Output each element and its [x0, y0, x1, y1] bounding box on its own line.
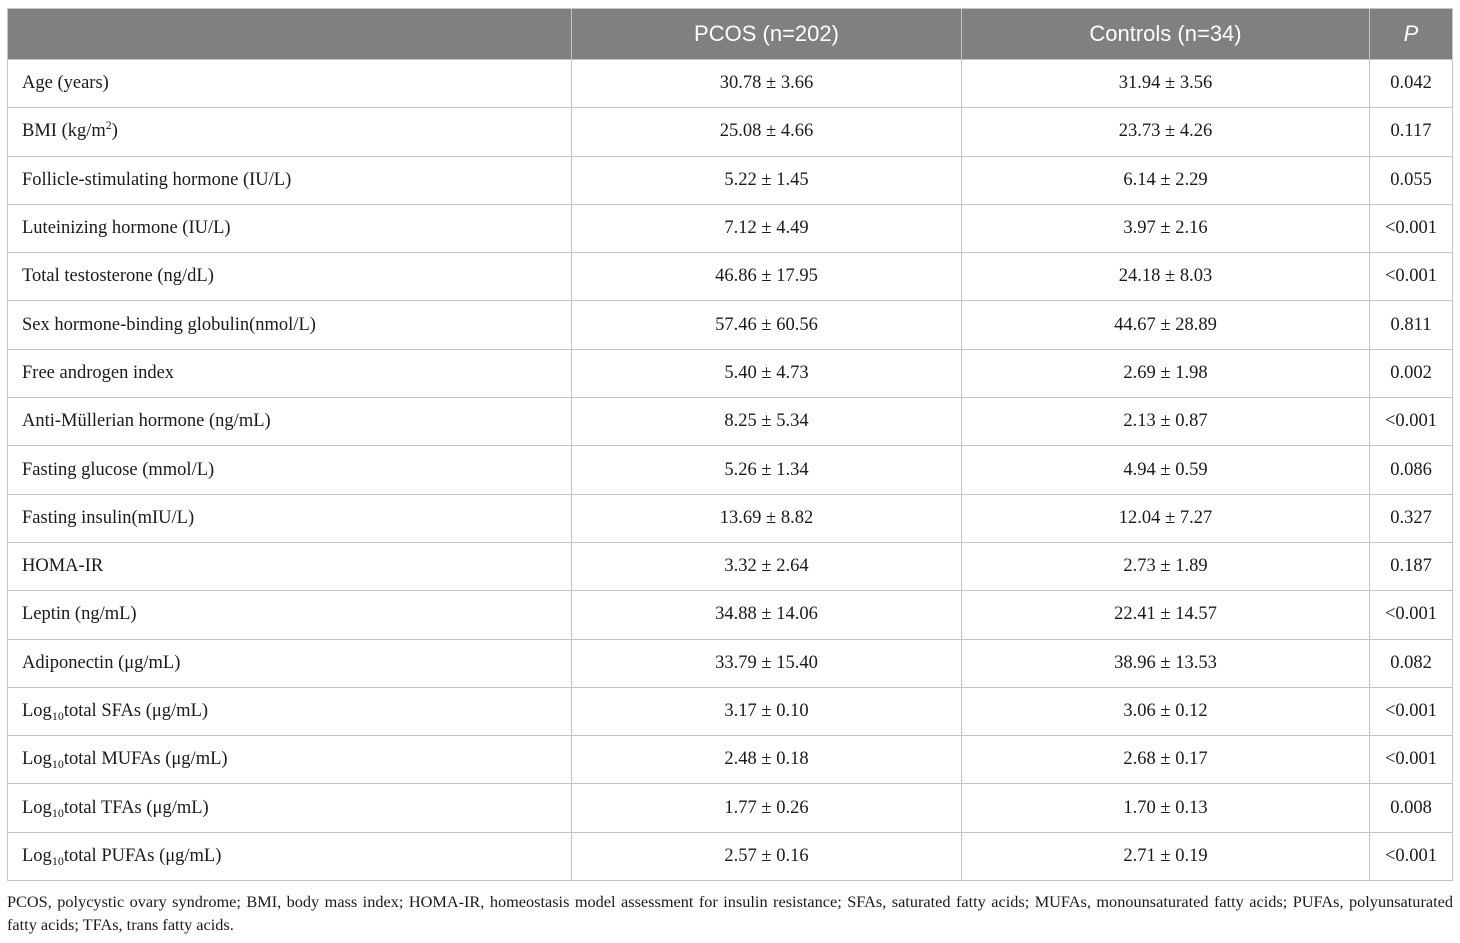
pcos-value: 3.32 ± 2.64: [572, 542, 962, 590]
row-label: [8, 108, 572, 156]
pcos-value: 2.48 ± 0.18: [572, 736, 962, 784]
row-label-text: Log: [22, 797, 52, 818]
row-label-text: Luteinizing hormone (IU/L): [22, 218, 231, 239]
row-label-suffix: total MUFAs (μg/mL): [63, 749, 228, 770]
row-label-text: Age (years): [22, 73, 109, 94]
controls-value: 44.67 ± 28.89: [962, 301, 1370, 349]
controls-value: 22.41 ± 14.57: [962, 591, 1370, 639]
p-value: 0.327: [1370, 494, 1453, 542]
row-label-text: Log: [22, 845, 52, 866]
data-table: [7, 8, 1453, 881]
controls-value: 3.06 ± 0.12: [962, 687, 1370, 735]
row-label: [8, 446, 572, 494]
header-p-value: P: [1370, 9, 1453, 60]
pcos-value: 7.12 ± 4.49: [572, 204, 962, 252]
controls-value: 12.04 ± 7.27: [962, 494, 1370, 542]
row-label-text: Adiponectin (μg/mL): [22, 652, 181, 673]
header-pcos: PCOS (n=202): [572, 9, 962, 60]
p-value: <0.001: [1370, 253, 1453, 301]
table-row: [8, 542, 1453, 590]
row-label: [8, 784, 572, 832]
row-label-text: Anti-Müllerian hormone (ng/mL): [22, 411, 271, 432]
controls-value: 24.18 ± 8.03: [962, 253, 1370, 301]
row-label: [8, 639, 572, 687]
row-label-text: Sex hormone-binding globulin(nmol/L): [22, 314, 316, 335]
row-label-text: Free androgen index: [22, 362, 175, 383]
p-value: <0.001: [1370, 591, 1453, 639]
row-label-text: Leptin (ng/mL): [22, 604, 137, 625]
table-row: [8, 784, 1453, 832]
pcos-value: 5.40 ± 4.73: [572, 349, 962, 397]
row-label-text: HOMA-IR: [22, 556, 104, 577]
pcos-value: 30.78 ± 3.66: [572, 60, 962, 108]
row-label-text: Follicle-stimulating hormone (IU/L): [22, 169, 292, 190]
pcos-value: 2.57 ± 0.16: [572, 832, 962, 880]
row-label: [8, 832, 572, 880]
p-value: <0.001: [1370, 398, 1453, 446]
table-row: [8, 301, 1453, 349]
row-label-subscript: 10: [51, 805, 64, 820]
row-label: [8, 156, 572, 204]
p-value: <0.001: [1370, 736, 1453, 784]
header-controls: Controls (n=34): [962, 9, 1370, 60]
controls-value: 2.13 ± 0.87: [962, 398, 1370, 446]
table-row: [8, 832, 1453, 880]
p-value: <0.001: [1370, 204, 1453, 252]
p-value: 0.042: [1370, 60, 1453, 108]
p-value: 0.117: [1370, 108, 1453, 156]
row-label-text: BMI (kg/m: [22, 121, 106, 142]
row-label: [8, 687, 572, 735]
controls-value: 1.70 ± 0.13: [962, 784, 1370, 832]
controls-value: 4.94 ± 0.59: [962, 446, 1370, 494]
row-label: [8, 591, 572, 639]
row-label-superscript: 2: [105, 118, 112, 133]
controls-value: 2.71 ± 0.19: [962, 832, 1370, 880]
table-row: [8, 108, 1453, 156]
row-label-text: Fasting insulin(mIU/L): [22, 507, 195, 528]
pcos-value: 57.46 ± 60.56: [572, 301, 962, 349]
controls-value: 23.73 ± 4.26: [962, 108, 1370, 156]
table-row: [8, 591, 1453, 639]
row-label-text: Log: [22, 701, 52, 721]
controls-value: 31.94 ± 3.56: [962, 60, 1370, 108]
pcos-value: 34.88 ± 14.06: [572, 591, 962, 639]
row-label: [8, 542, 572, 590]
header-row: [8, 9, 1453, 60]
row-label-subscript: 10: [51, 757, 64, 772]
controls-value: 2.73 ± 1.89: [962, 542, 1370, 590]
table-header: [8, 9, 1453, 60]
controls-value: 2.69 ± 1.98: [962, 349, 1370, 397]
controls-value: 3.97 ± 2.16: [962, 204, 1370, 252]
table-row: [8, 446, 1453, 494]
controls-value: 38.96 ± 13.53: [962, 639, 1370, 687]
table-row: [8, 494, 1453, 542]
table-row: [8, 736, 1453, 784]
controls-value: 2.68 ± 0.17: [962, 736, 1370, 784]
p-value: 0.055: [1370, 156, 1453, 204]
pcos-value: 13.69 ± 8.82: [572, 494, 962, 542]
row-label: [8, 494, 572, 542]
row-label: [8, 253, 572, 301]
table-row: [8, 60, 1453, 108]
row-label-suffix: total SFAs (μg/mL): [63, 701, 209, 721]
p-value: 0.187: [1370, 542, 1453, 590]
pcos-value: 46.86 ± 17.95: [572, 253, 962, 301]
row-label-suffix: ): [111, 121, 118, 142]
p-value: 0.002: [1370, 349, 1453, 397]
p-value: 0.811: [1370, 301, 1453, 349]
row-label-text: Fasting glucose (mmol/L): [22, 459, 215, 480]
header-variable: [8, 9, 572, 60]
pcos-value: 33.79 ± 15.40: [572, 639, 962, 687]
row-label-subscript: 10: [51, 709, 64, 723]
p-value: 0.008: [1370, 784, 1453, 832]
row-label-suffix: total PUFAs (μg/mL): [63, 845, 222, 866]
table-row: [8, 639, 1453, 687]
controls-value: 6.14 ± 2.29: [962, 156, 1370, 204]
table-row: [8, 204, 1453, 252]
pcos-value: 5.26 ± 1.34: [572, 446, 962, 494]
row-label-subscript: 10: [51, 853, 64, 868]
row-label: [8, 349, 572, 397]
row-label-suffix: total TFAs (μg/mL): [63, 797, 209, 818]
row-label-text: Log: [22, 749, 52, 770]
p-value: <0.001: [1370, 832, 1453, 880]
table-row: [8, 398, 1453, 446]
p-value: <0.001: [1370, 687, 1453, 735]
table-row: [8, 687, 1453, 735]
table-row: [8, 349, 1453, 397]
table-body: [8, 60, 1453, 881]
row-label: [8, 60, 572, 108]
p-value: 0.086: [1370, 446, 1453, 494]
p-value: 0.082: [1370, 639, 1453, 687]
row-label-text: Total testosterone (ng/dL): [22, 266, 214, 287]
pcos-value: 1.77 ± 0.26: [572, 784, 962, 832]
table-footnote: PCOS, polycystic ovary syndrome; BMI, body mass index; HOMA-IR, homeostasis model assessment for insulin resistance; SFAs, saturated fatty acids; MUFAs, monounsaturated fatty acids; PUFAs, polyunsaturated fatty acids; TFAs, trans fatty acids.: [7, 892, 1453, 934]
row-label: [8, 301, 572, 349]
pcos-value: 5.22 ± 1.45: [572, 156, 962, 204]
pcos-value: 3.17 ± 0.10: [572, 687, 962, 735]
table-row: [8, 253, 1453, 301]
pcos-value: 8.25 ± 5.34: [572, 398, 962, 446]
table-row: [8, 156, 1453, 204]
row-label: [8, 398, 572, 446]
pcos-value: 25.08 ± 4.66: [572, 108, 962, 156]
row-label: [8, 204, 572, 252]
row-label: [8, 736, 572, 784]
